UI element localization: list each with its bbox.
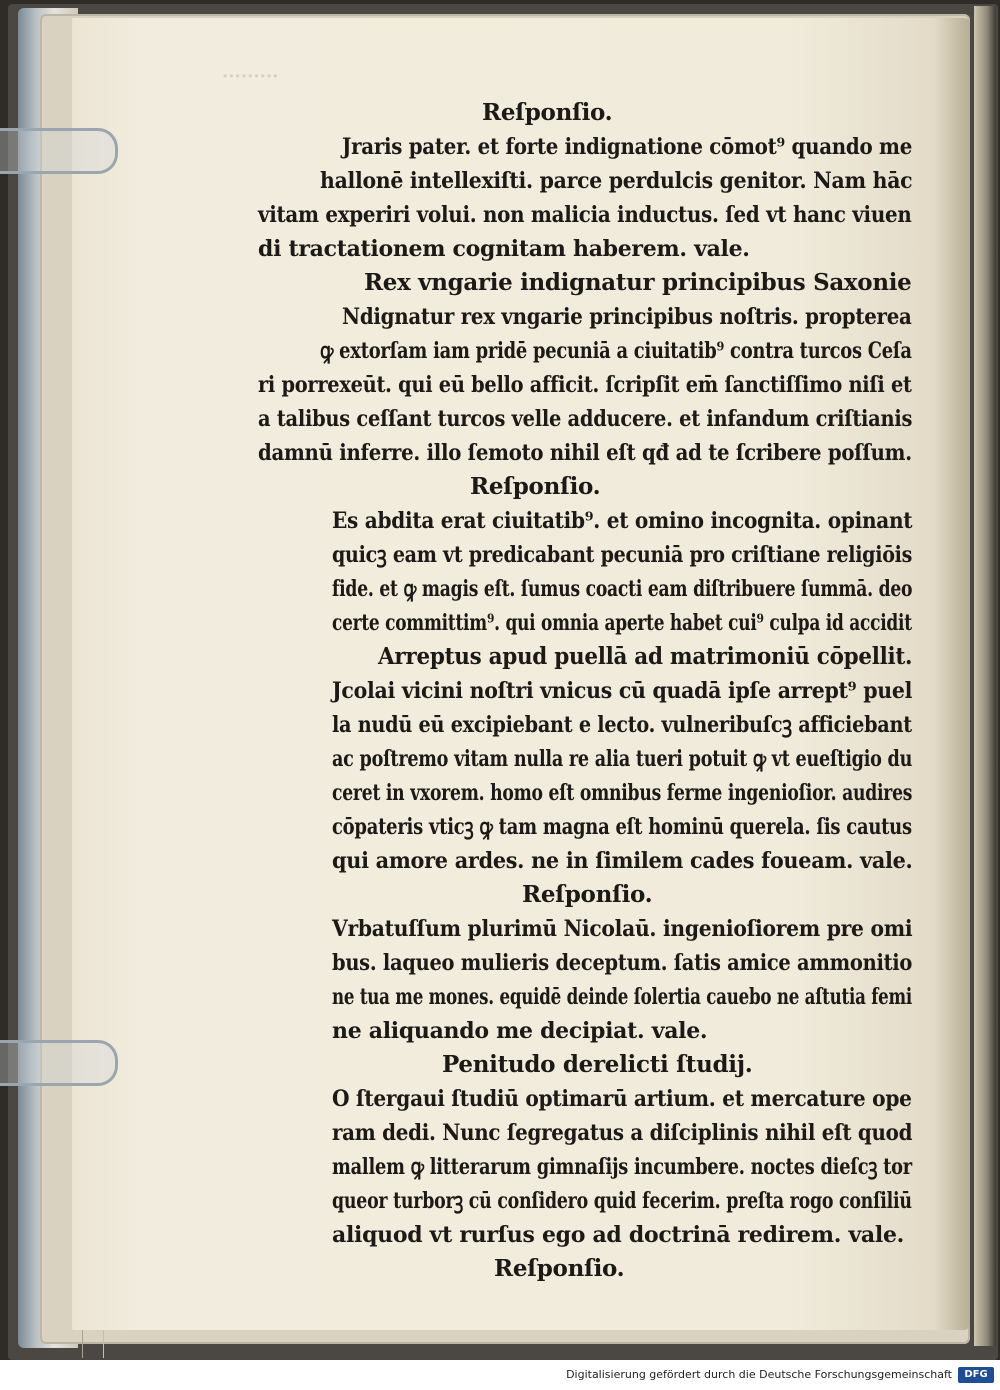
text-line: bus. laqueo mulieris deceptum. ſatis amice ammonitio — [332, 950, 913, 976]
heading-responsio-1: Reſponſio. — [482, 99, 613, 126]
text-line: hallonē intellexiſti. parce perdulcis genitor. Nam hāc — [320, 168, 913, 194]
text-line: Es abdita erat ciuitatib⁹. et omino incognita. opinant — [332, 508, 913, 534]
heading-rex-vngarie: Rex vngarie indignatur principibus Saxonie — [364, 269, 912, 296]
page-clip-bottom — [0, 1040, 118, 1086]
gutter — [974, 6, 996, 1346]
text-line: Ndignatur rex vngarie principibus noſtris. propterea — [342, 304, 912, 330]
text-line: aliquod vt rurſus ego ad doctrinā redirem. vale. — [332, 1222, 904, 1248]
text-line: ri porrexeūt. qui eū bello afficit. ſcripſit em̄ ſanctiſſimo niſi et — [258, 372, 912, 398]
text-line: la nudū eū excipiebant e lecto. vulneribuſcꝫ afficiebant — [332, 712, 912, 738]
footer-funding-text: Digitalisierung gefördert durch die Deutsche Forschungsgemeinschaft — [566, 1368, 952, 1381]
text-line: mallem ꝙ litterarum gimnaſijs incumbere. noctes dieſcꝫ tor — [332, 1154, 912, 1180]
text-line: ram dedi. Nunc ſegregatus a diſciplinis nihil eſt quod — [332, 1120, 913, 1146]
text-line: vitam experiri volui. non malicia inductus. ſed vt hanc viuen — [258, 202, 912, 228]
heading-penitudo: Penitudo derelicti ſtudij. — [442, 1051, 753, 1078]
text-line: ac poſtremo vitam nulla re alia tueri potuit ꝙ vt eueſtigio du — [332, 746, 913, 772]
footer-bar — [0, 1360, 1000, 1390]
text-line: Jcolai vicini noſtri vnicus cū quadā ipſe arrept⁹ puel — [332, 678, 913, 704]
text-line: di tractationem cognitam haberem. vale. — [258, 236, 750, 262]
text-line: a talibus ceſſant turcos velle adducere. et infandum criſtianis — [258, 406, 913, 432]
heading-responsio-4: Reſponſio. — [494, 1255, 625, 1282]
text-line: Jraris pater. et forte indignatione cōmot⁹ quando me — [342, 134, 913, 160]
text-line: cōpateris vticꝫ ꝙ tam magna eſt hominū querela. ſis cautus — [332, 814, 912, 840]
bleed-through: ········· — [222, 66, 279, 87]
text-line: O ſtergaui ſtudiū optimarū artium. et mercature ope — [332, 1086, 912, 1112]
text-line: fide. et ꝙ magis eſt. ſumus coacti eam diſtribuere ſummā. deo — [332, 576, 913, 602]
text-line: ꝙ extorſam iam pridē pecuniā a ciuitatib⁹ contra turcos Ceſa — [320, 338, 912, 364]
text-line: quicꝫ eam vt predicabant pecuniā pro criſtiane religiōis — [332, 542, 913, 568]
text-line: ne tua me mones. equidē deinde ſolertia cauebo ne aſtutia femi — [332, 984, 913, 1010]
text-line: ne aliquando me decipiat. vale. — [332, 1018, 708, 1044]
text-line: qui amore ardes. ne in ſimilem cades foueam. vale. — [332, 848, 913, 874]
text-line: queor turborꝫ cū conſidero quid fecerim. preſta rogo conſiliū — [332, 1188, 912, 1214]
text-line: Vrbatuſſum plurimū Nicolaū. ingenioſiorem pre omi — [332, 916, 913, 942]
heading-responsio-3: Reſponſio. — [522, 881, 653, 908]
text-line: damnū inferre. illo ſemoto nihil eſt qđ ad te ſcribere poſſum. — [258, 440, 912, 466]
heading-responsio-2: Reſponſio. — [470, 473, 601, 500]
dfg-logo: DFG — [958, 1367, 994, 1383]
text-line: ceret in vxorem. homo eſt omnibus ferme ingenioſior. audires — [332, 780, 913, 806]
page-clip-top — [0, 128, 118, 174]
heading-arreptus: Arreptus apud puellā ad matrimoniū cōpellit. — [378, 643, 913, 670]
text-line: certe committim⁹. qui omnia aperte habet cui⁹ culpa id accidit — [332, 610, 912, 636]
